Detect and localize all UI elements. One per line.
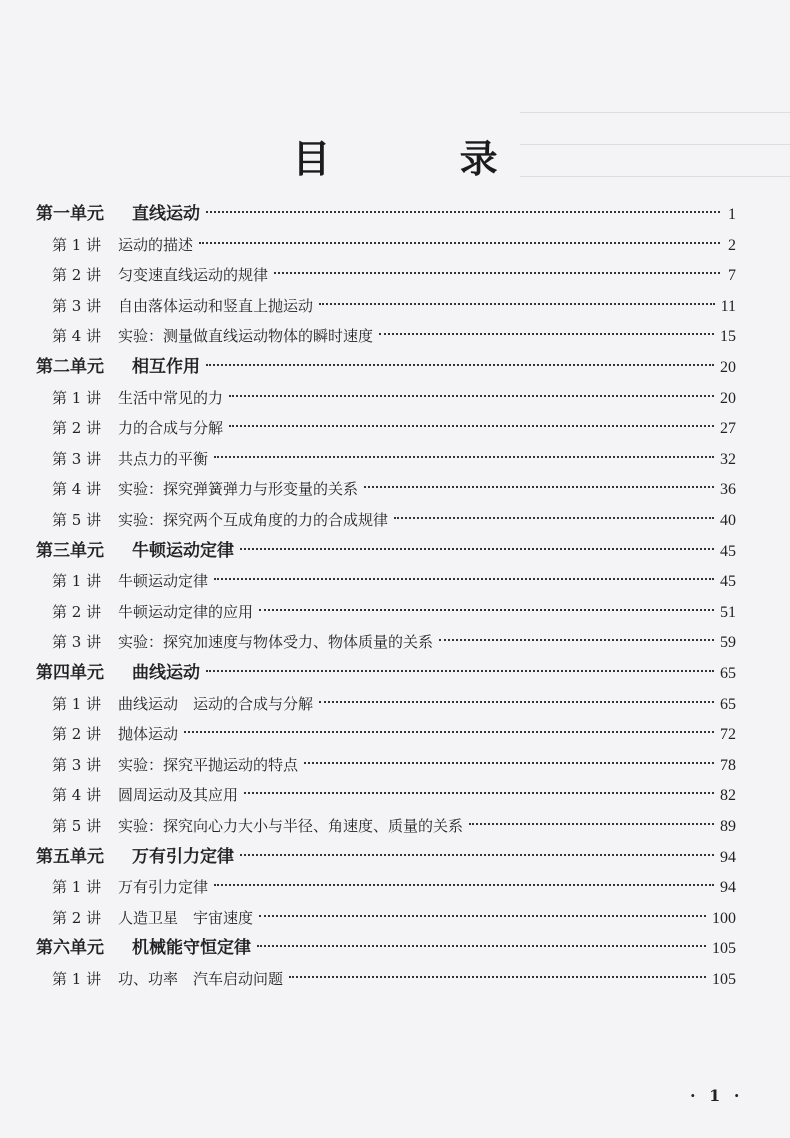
entry-title: 人造卫星 宇宙速度 xyxy=(118,908,254,927)
entry-number: 第 1 讲 xyxy=(52,694,102,713)
entry-page: 65 xyxy=(720,665,736,682)
entry-number: 第三单元 xyxy=(36,540,104,561)
entry-title: 功、功率 汽车启动问题 xyxy=(118,970,284,988)
dot-leader xyxy=(244,792,714,794)
entry-number: 第六单元 xyxy=(36,938,104,959)
entry-title: 实验：探究弹簧弹力与形变量的关系 xyxy=(118,480,359,499)
entry-page: 105 xyxy=(712,971,736,988)
dot-leader xyxy=(184,731,714,733)
entry-title: 实验：探究平抛运动的特点 xyxy=(118,755,299,774)
entry-number: 第 2 讲 xyxy=(52,419,102,438)
entry-number: 第 2 讲 xyxy=(52,908,102,927)
entry-title: 匀变速直线运动的规律 xyxy=(118,266,269,285)
entry-title: 曲线运动 运动的合成与分解 xyxy=(118,694,314,713)
entry-title: 力的合成与分解 xyxy=(118,419,224,438)
entry-page: 100 xyxy=(712,909,736,927)
entry-title: 实验：探究加速度与物体受力、物体质量的关系 xyxy=(118,633,434,652)
dot-leader xyxy=(319,303,715,305)
toc-unit-entry xyxy=(36,841,736,873)
toc-lecture-entry xyxy=(52,902,736,934)
entry-title: 运动的描述 xyxy=(118,235,194,254)
toc-unit-entry xyxy=(36,932,736,964)
entry-title: 牛顿运动定律的应用 xyxy=(118,602,254,621)
entry-number: 第 1 讲 xyxy=(52,572,102,591)
dot-leader xyxy=(319,701,714,703)
dot-leader xyxy=(469,823,714,825)
dot-leader xyxy=(229,425,714,427)
entry-title: 直线运动 xyxy=(132,204,200,224)
entry-page: 94 xyxy=(720,848,736,866)
entry-title: 曲线运动 xyxy=(132,663,200,683)
toc-lecture-entry xyxy=(52,412,736,444)
entry-number: 第 3 讲 xyxy=(52,449,102,468)
entry-page: 59 xyxy=(720,634,736,652)
entry-page: 7 xyxy=(728,267,736,285)
toc-lecture-entry xyxy=(52,749,736,781)
toc-lecture-entry xyxy=(52,779,736,811)
entry-number: 第 1 讲 xyxy=(52,970,102,988)
toc-lecture-entry xyxy=(52,259,736,291)
toc-lecture-entry xyxy=(52,688,736,720)
entry-page: 32 xyxy=(720,450,736,468)
entry-page: 20 xyxy=(720,359,736,376)
entry-number: 第 3 讲 xyxy=(52,633,102,652)
toc-lecture-entry xyxy=(52,473,736,505)
entry-title: 牛顿运动定律 xyxy=(118,572,209,591)
dot-leader xyxy=(214,456,714,458)
entry-page: 65 xyxy=(720,695,736,713)
dot-leader xyxy=(206,670,714,672)
entry-number: 第四单元 xyxy=(36,663,104,683)
entry-page: 40 xyxy=(720,512,736,529)
dot-leader xyxy=(259,609,714,611)
entry-number: 第 3 讲 xyxy=(52,296,102,315)
entry-number: 第 5 讲 xyxy=(52,817,102,835)
entry-page: 51 xyxy=(720,603,736,621)
page-title: 目 录 xyxy=(292,136,556,181)
dot-leader xyxy=(240,854,714,856)
entry-number: 第 1 讲 xyxy=(52,878,102,897)
entry-page: 2 xyxy=(728,236,736,254)
dot-leader xyxy=(274,272,720,274)
toc-unit-entry xyxy=(36,535,736,567)
entry-title: 相互作用 xyxy=(132,357,200,377)
dot-leader xyxy=(199,242,720,244)
entry-title: 生活中常见的力 xyxy=(118,388,224,407)
entry-title: 实验：探究两个互成角度的力的合成规律 xyxy=(118,511,389,529)
toc-lecture-entry xyxy=(52,382,736,414)
entry-page: 15 xyxy=(720,328,736,346)
entry-number: 第 2 讲 xyxy=(52,602,102,621)
entry-title: 牛顿运动定律 xyxy=(132,540,234,561)
toc-lecture-entry xyxy=(52,229,736,261)
entry-title: 实验：测量做直线运动物体的瞬时速度 xyxy=(118,327,374,346)
dot-leader xyxy=(439,639,714,641)
entry-page: 45 xyxy=(720,542,736,560)
toc-unit-entry xyxy=(36,351,736,383)
toc-lecture-entry xyxy=(52,565,736,597)
toc-lecture-entry xyxy=(52,718,736,750)
dot-leader xyxy=(214,578,714,580)
entry-title: 圆周运动及其应用 xyxy=(118,786,239,805)
toc-lecture-entry xyxy=(52,504,736,536)
entry-title: 实验：探究向心力大小与半径、角速度、质量的关系 xyxy=(118,817,464,835)
entry-title: 万有引力定律 xyxy=(132,846,234,867)
dot-leader xyxy=(229,395,714,397)
entry-page: 72 xyxy=(720,726,736,744)
entry-page: 82 xyxy=(720,787,736,805)
entry-page: 11 xyxy=(720,297,736,315)
entry-page: 94 xyxy=(720,879,736,897)
entry-page: 105 xyxy=(712,940,736,958)
dot-leader xyxy=(206,364,714,366)
toc-lecture-entry xyxy=(52,810,736,842)
dot-leader xyxy=(364,486,714,488)
entry-title: 机械能守恒定律 xyxy=(132,938,251,959)
toc-unit-entry xyxy=(36,657,736,689)
entry-number: 第 2 讲 xyxy=(52,725,102,744)
entry-page: 27 xyxy=(720,420,736,438)
dot-leader xyxy=(214,884,714,886)
entry-number: 第 1 讲 xyxy=(52,235,102,254)
dot-leader xyxy=(289,976,706,978)
entry-title: 自由落体运动和竖直上抛运动 xyxy=(118,296,314,315)
entry-number: 第 1 讲 xyxy=(52,388,102,407)
entry-title: 抛体运动 xyxy=(118,725,179,744)
toc-lecture-entry xyxy=(52,290,736,322)
dot-leader xyxy=(379,333,714,335)
dot-leader xyxy=(206,211,720,213)
entry-page: 20 xyxy=(720,389,736,407)
entry-number: 第 4 讲 xyxy=(52,327,102,346)
page-number: · 1 · xyxy=(690,1086,744,1105)
toc-lecture-entry xyxy=(52,871,736,903)
entry-page: 78 xyxy=(720,756,736,774)
entry-page: 36 xyxy=(720,481,736,499)
entry-number: 第 4 讲 xyxy=(52,786,102,805)
entry-number: 第 5 讲 xyxy=(52,511,102,529)
dot-leader xyxy=(259,915,706,917)
entry-number: 第五单元 xyxy=(36,846,104,867)
toc-lecture-entry xyxy=(52,596,736,628)
dot-leader xyxy=(257,945,706,947)
dot-leader xyxy=(240,548,714,550)
dot-leader xyxy=(304,762,714,764)
entry-page: 1 xyxy=(728,206,736,223)
entry-number: 第二单元 xyxy=(36,357,104,377)
entry-title: 万有引力定律 xyxy=(118,878,209,897)
toc-unit-entry xyxy=(36,198,736,230)
entry-number: 第一单元 xyxy=(36,204,104,224)
entry-page: 45 xyxy=(720,573,736,591)
dot-leader xyxy=(394,517,714,519)
toc-lecture-entry xyxy=(52,320,736,352)
entry-number: 第 2 讲 xyxy=(52,266,102,285)
entry-title: 共点力的平衡 xyxy=(118,449,209,468)
entry-number: 第 4 讲 xyxy=(52,480,102,499)
entry-number: 第 3 讲 xyxy=(52,755,102,774)
toc-lecture-entry xyxy=(52,626,736,658)
entry-page: 89 xyxy=(720,818,736,835)
toc-lecture-entry xyxy=(52,963,736,995)
toc-lecture-entry xyxy=(52,443,736,475)
